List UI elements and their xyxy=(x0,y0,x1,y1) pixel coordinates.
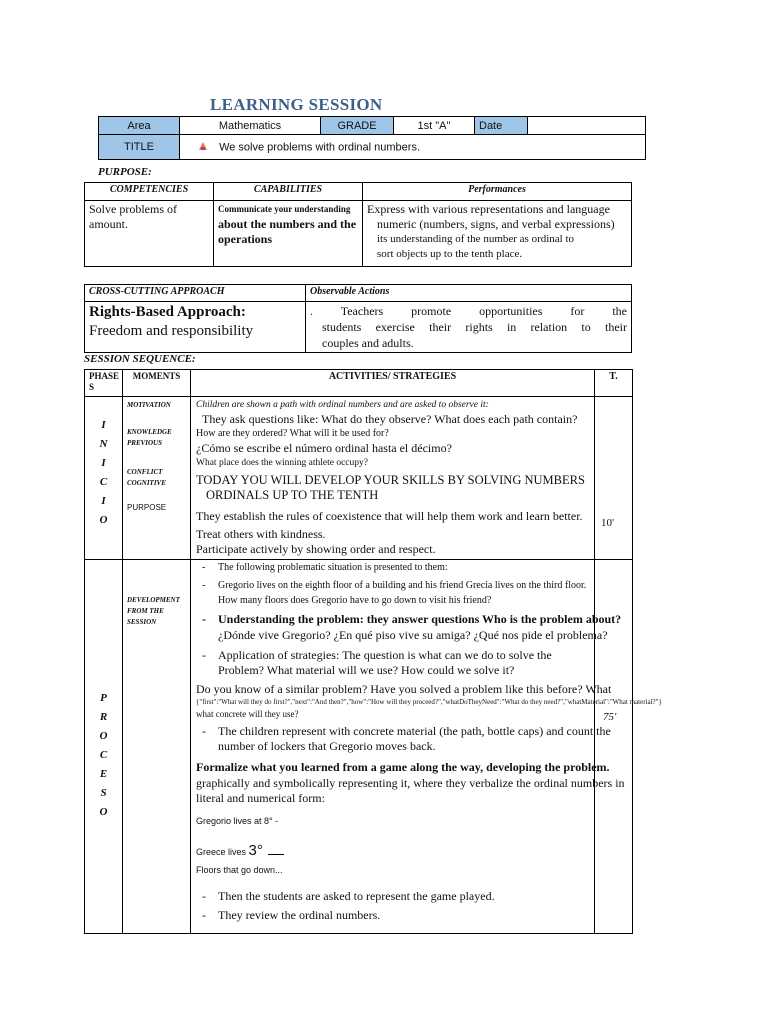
performances-header: Performances xyxy=(363,183,632,201)
area-label: Area xyxy=(99,117,180,135)
moment-purpose: PURPOSE xyxy=(127,503,167,512)
title-value: We solve problems with ordinal numbers. xyxy=(219,140,421,153)
moment-motivation: MOTIVATION xyxy=(127,401,171,409)
capability-line: about the numbers and the xyxy=(218,217,357,231)
activity-bullet: - Application of strategies: The question is what can we do to solve the xyxy=(196,648,589,663)
time-value: 10' xyxy=(601,517,614,529)
time-inicio xyxy=(595,397,633,560)
activity-line: Do you know of a similar problem? Have you solved a problem like this before? What xyxy=(196,682,612,696)
date-value xyxy=(528,117,646,135)
activity-line: TODAY YOU WILL DEVELOP YOUR SKILLS BY SOLVING NUMBERS xyxy=(196,473,585,487)
activity-line: They ask questions like: What do they observe? What does each path contain? xyxy=(202,412,578,426)
colored-bullet-icon xyxy=(198,141,208,154)
header-table xyxy=(98,116,646,160)
phase-letter: C xyxy=(99,749,108,761)
activity-line xyxy=(196,840,589,863)
activity-bullet: - Understanding the problem: they answer questions Who is the problem about? xyxy=(196,611,589,628)
moment-development: DEVELOPMENT FROM THE SESSION xyxy=(127,596,180,626)
ordinal-three: 3° xyxy=(248,842,263,859)
title-cell xyxy=(180,135,646,160)
grade-label: GRADE xyxy=(321,117,394,135)
performance-cell xyxy=(363,201,632,267)
page-title: LEARNING SESSION xyxy=(210,95,383,114)
capability-cell xyxy=(214,201,363,267)
session-sequence-label: SESSION SEQUENCE: xyxy=(84,353,196,365)
phase-letter: C xyxy=(99,476,108,488)
area-value: Mathematics xyxy=(180,117,321,135)
activity-line: Formalize what you learned from a game along the way, developing the problem. xyxy=(196,760,610,774)
activity-line: Gregorio lives at 8° - xyxy=(196,816,279,826)
blank-line xyxy=(268,854,284,855)
activity-bullet: - The following problematic situation is presented to them: xyxy=(196,561,589,574)
approach-subtitle: Freedom and responsibility xyxy=(89,323,254,339)
grade-value: 1st "A" xyxy=(394,117,475,135)
phases-header: PHASE S xyxy=(85,370,123,397)
phase-letter: O xyxy=(99,730,108,742)
phase-inicio xyxy=(85,397,123,560)
phase-letter: N xyxy=(99,438,108,450)
phase-letter: O xyxy=(99,806,108,818)
phase-letter: I xyxy=(101,419,106,431)
competency-cell: Solve problems of amount. xyxy=(85,201,214,267)
activity-line: Floors that go down... xyxy=(196,865,283,875)
action-line: couples and adults. xyxy=(322,336,414,350)
competencies-header: COMPETENCIES xyxy=(85,183,214,201)
capability-line: operations xyxy=(218,232,272,246)
activity-line: Problem? What material will we use? How could we solve it? xyxy=(218,663,515,677)
cross-cutting-header: CROSS-CUTTING APPROACH xyxy=(85,285,306,302)
session-sequence-table xyxy=(84,369,662,934)
activity-bullet: - Then the students are asked to represent the game played. xyxy=(196,889,589,904)
activity-line: ORDINALS UP TO THE TENTH xyxy=(206,488,379,502)
moment-knowledge-previous: KNOWLEDGE PREVIOUS xyxy=(127,428,172,447)
activity-line: graphically and symbolically representing it, where they verbalize the ordinal numbers in xyxy=(196,776,625,790)
activity-bullet: - They review the ordinal numbers. xyxy=(196,908,589,923)
moments-header: MOMENTS xyxy=(123,370,191,397)
moments-inicio xyxy=(123,397,191,560)
competencies-table xyxy=(84,182,632,267)
activity-line: Participate actively by showing order and respect. xyxy=(196,542,436,556)
observable-actions-header: Observable Actions xyxy=(306,285,632,302)
activity-line: How many floors does Gregorio have to go down to visit his friend? xyxy=(218,595,492,606)
activity-line: what concrete will they use? xyxy=(196,709,299,719)
phase-letter: I xyxy=(101,495,106,507)
activity-line: How are they ordered? What will it be used for? xyxy=(196,428,389,439)
activity-line: number of lockers that Gregorio moves back. xyxy=(218,739,436,753)
phase-letter: I xyxy=(101,457,106,469)
activity-line: They establish the rules of coexistence that will help them work and learn better. xyxy=(196,509,583,523)
phase-letter: O xyxy=(99,514,108,526)
date-label: Date xyxy=(475,117,528,135)
performance-line: numeric (numbers, signs, and verbal expressions) xyxy=(377,217,615,231)
approach-title: Rights-Based Approach: xyxy=(89,304,246,320)
phase-proceso xyxy=(85,560,123,934)
performance-line: its understanding of the number as ordinal to xyxy=(377,233,575,245)
action-line: students exercise their rights in relation to their xyxy=(322,320,627,334)
phase-letter: P xyxy=(100,692,107,704)
time-value: 75' xyxy=(603,711,617,723)
activities-inicio xyxy=(191,397,595,560)
activity-line: ¿Cómo se escribe el número ordinal hasta el décimo? xyxy=(196,441,452,455)
action-line: . Teachers promote opportunities for the xyxy=(310,304,627,318)
title-label: TITLE xyxy=(99,135,180,160)
action-cell xyxy=(306,302,632,353)
activity-line: Treat others with kindness. xyxy=(196,527,326,541)
cross-cutting-table xyxy=(84,284,632,353)
activities-header: ACTIVITIES/ STRATEGIES xyxy=(191,370,595,397)
capabilities-header: CAPABILITIES xyxy=(214,183,363,201)
performance-line: Express with various representations and language xyxy=(367,202,610,216)
capability-line: Communicate your understanding xyxy=(218,204,351,214)
activity-line: ¿Dónde vive Gregorio? ¿En qué piso vive su amiga? ¿Qué nos pide el problema? xyxy=(218,628,608,642)
activity-line: literal and numerical form: xyxy=(196,791,325,805)
activity-line: Children are shown a path with ordinal numbers and are asked to observe it: xyxy=(196,400,489,410)
activity-bullet: - Gregorio lives on the eighth floor of a building and his friend Grecia lives on the third floor. xyxy=(196,578,589,593)
activity-line: {"first":"What will they do first?","next":"And then?","how":"How will they proceed?","whatDoTheyNeed":"What do they need?","whatMaterial":"What material?"} xyxy=(196,698,662,706)
greece-lives-text: Greece lives xyxy=(196,847,247,857)
moment-conflict-cognitive: CONFLICT COGNITIVE xyxy=(127,468,166,487)
phase-letter: S xyxy=(100,787,107,799)
performance-line: sort objects up to the tenth place. xyxy=(377,248,523,260)
approach-cell xyxy=(85,302,306,353)
purpose-label: PURPOSE: xyxy=(98,166,152,178)
activity-bullet: - The children represent with concrete material (the path, bottle caps) and count the xyxy=(196,724,589,739)
phase-letter: R xyxy=(99,711,108,723)
moments-proceso xyxy=(123,560,191,934)
activity-line: What place does the winning athlete occupy? xyxy=(196,458,368,468)
phase-letter: E xyxy=(99,768,108,780)
time-header: T. xyxy=(595,370,633,397)
